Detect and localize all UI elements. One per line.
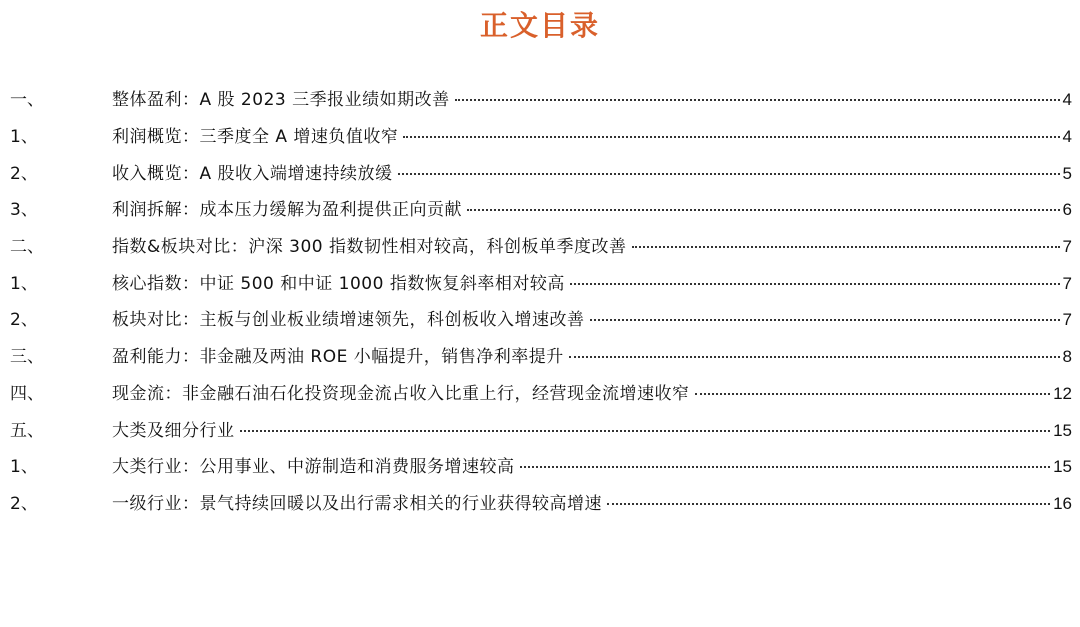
toc-leader-dots <box>467 209 1060 211</box>
toc-entry-text[interactable]: 利润拆解：成本压力缓解为盈利提供正向贡献 <box>112 200 462 221</box>
toc-entry[interactable] <box>0 265 1080 302</box>
toc-entry-number: 1、 <box>10 273 38 294</box>
toc-entry-page[interactable]: 4 <box>1062 127 1072 147</box>
toc-entry[interactable] <box>0 449 1080 486</box>
toc-entry[interactable] <box>0 82 1080 119</box>
toc-entry-number: 1、 <box>10 457 38 478</box>
toc-entry-text[interactable]: 大类及细分行业 <box>112 420 235 441</box>
toc-entry[interactable] <box>0 119 1080 156</box>
toc-entry-number: 二、 <box>10 237 44 258</box>
toc-entry[interactable] <box>0 339 1080 376</box>
toc-entry-number: 五、 <box>10 420 44 441</box>
toc-entry[interactable] <box>0 229 1080 266</box>
toc-leader-dots <box>520 466 1051 468</box>
toc-leader-dots <box>695 393 1051 395</box>
toc-entry-page[interactable]: 12 <box>1053 383 1072 403</box>
toc-entry-page[interactable]: 4 <box>1062 90 1072 110</box>
toc-entry-text[interactable]: 现金流：非金融石油石化投资现金流占收入比重上行，经营现金流增速收窄 <box>112 383 690 404</box>
toc-entry-page[interactable]: 16 <box>1053 493 1072 513</box>
toc-entry-text[interactable]: 整体盈利：A 股 2023 三季报业绩如期改善 <box>112 90 450 111</box>
table-of-contents <box>0 82 1080 522</box>
toc-entry-number: 2、 <box>10 493 38 514</box>
toc-entry-number: 2、 <box>10 163 38 184</box>
toc-entry-page[interactable]: 5 <box>1062 163 1072 183</box>
toc-entry-text[interactable]: 板块对比：主板与创业板业绩增速领先，科创板收入增速改善 <box>112 310 585 331</box>
toc-entry-text[interactable]: 利润概览：三季度全 A 增速负值收窄 <box>112 127 399 148</box>
toc-entry-text[interactable]: 指数&板块对比：沪深 300 指数韧性相对较高，科创板单季度改善 <box>112 237 627 258</box>
toc-entry-number: 四、 <box>10 383 44 404</box>
toc-entry[interactable] <box>0 192 1080 229</box>
toc-leader-dots <box>455 99 1060 101</box>
toc-entry-page[interactable]: 8 <box>1062 347 1072 367</box>
toc-entry-text[interactable]: 盈利能力：非金融及两油 ROE 小幅提升，销售净利率提升 <box>112 347 564 368</box>
toc-entry-page[interactable]: 7 <box>1062 237 1072 257</box>
toc-entry-page[interactable]: 7 <box>1062 273 1072 293</box>
toc-leader-dots <box>632 246 1060 248</box>
toc-leader-dots <box>398 173 1060 175</box>
toc-title: 正文目录 <box>479 9 600 42</box>
toc-entry-number: 一、 <box>10 90 44 111</box>
toc-entry-number: 2、 <box>10 310 38 331</box>
toc-entry-number: 三、 <box>10 347 44 368</box>
toc-entry[interactable] <box>0 302 1080 339</box>
toc-entry-page[interactable]: 7 <box>1062 310 1072 330</box>
toc-entry-text[interactable]: 核心指数：中证 500 和中证 1000 指数恢复斜率相对较高 <box>112 273 565 294</box>
toc-entry[interactable] <box>0 486 1080 523</box>
toc-entry[interactable] <box>0 155 1080 192</box>
toc-leader-dots <box>403 136 1059 138</box>
toc-entry-number: 3、 <box>10 200 38 221</box>
toc-entry-page[interactable]: 15 <box>1053 457 1072 477</box>
toc-leader-dots <box>607 503 1050 505</box>
toc-entry-text[interactable]: 大类行业：公用事业、中游制造和消费服务增速较高 <box>112 457 515 478</box>
toc-entry-number: 1、 <box>10 127 38 148</box>
toc-leader-dots <box>569 356 1060 358</box>
toc-entry-page[interactable]: 6 <box>1062 200 1072 220</box>
toc-entry[interactable] <box>0 412 1080 449</box>
toc-entry-page[interactable]: 15 <box>1053 420 1072 440</box>
toc-entry-text[interactable]: 收入概览：A 股收入端增速持续放缓 <box>112 163 393 184</box>
toc-entry[interactable] <box>0 376 1080 413</box>
toc-leader-dots <box>570 283 1060 285</box>
toc-leader-dots <box>240 430 1051 432</box>
toc-leader-dots <box>590 319 1060 321</box>
toc-entry-text[interactable]: 一级行业：景气持续回暖以及出行需求相关的行业获得较高增速 <box>112 493 602 514</box>
